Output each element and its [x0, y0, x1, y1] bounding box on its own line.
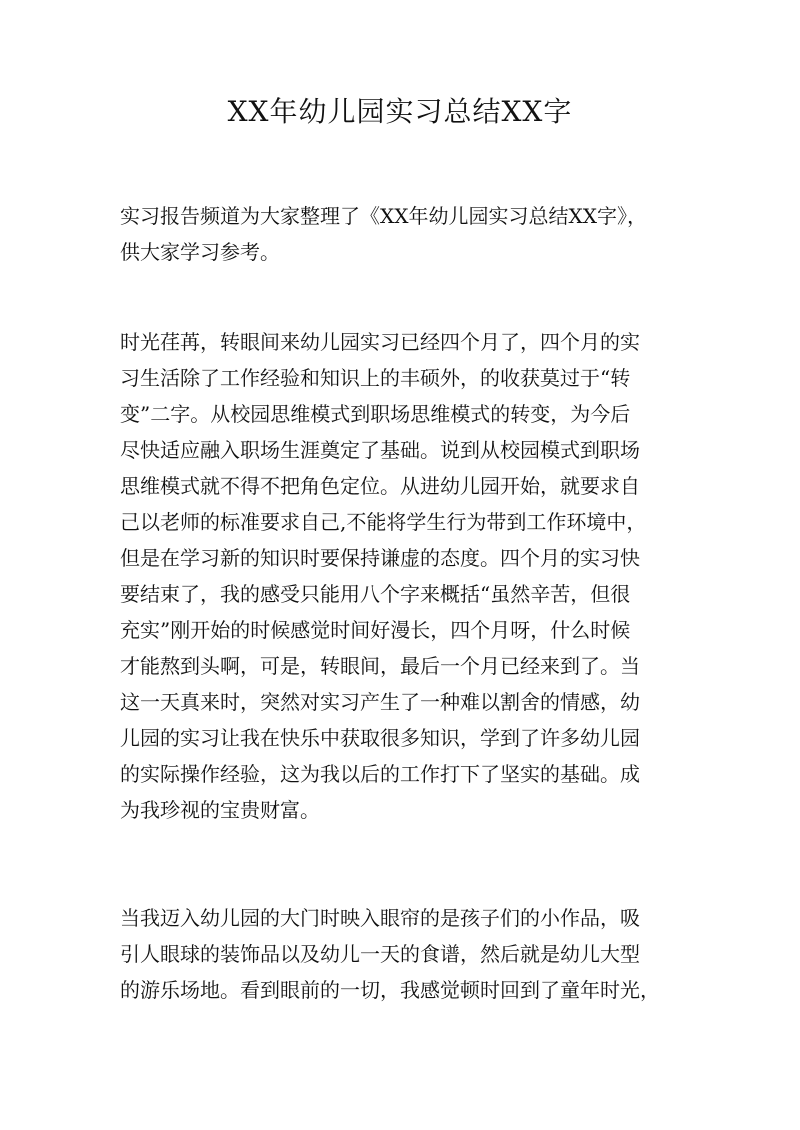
intro-paragraph [120, 198, 680, 270]
paragraph-line: 才能熬到头啊，可是，转眼间，最后一个月已经来到了。当 [120, 654, 640, 678]
document-title: XX年幼儿园实习总结XX字 [227, 95, 573, 128]
body-paragraph-2 [120, 900, 680, 1008]
paragraph-line: 但是在学习新的知识时要保持谦虚的态度。四个月的实习快 [120, 546, 640, 570]
paragraph-line: 当我迈入幼儿园的大门时映入眼帘的是孩子们的小作品，吸 [120, 906, 640, 930]
paragraph-line: 要结束了，我的感受只能用八个字来概括“虽然辛苦，但很 [120, 582, 631, 606]
intro-line: 实习报告频道为大家整理了《XX年幼儿园实习总结XX字》， [120, 204, 647, 228]
paragraph-line: 的游乐场地。看到眼前的一切，我感觉顿时回到了童年时光， [120, 978, 660, 1002]
paragraph-line: 这一天真来时，突然对实习产生了一种难以割舍的情感，幼 [120, 690, 640, 714]
paragraph-line: 的实际操作经验，这为我以后的工作打下了坚实的基础。成 [120, 762, 640, 786]
intro-line: 供大家学习参考。 [120, 240, 280, 264]
body-paragraph-1 [120, 324, 680, 828]
paragraph-line: 为我珍视的宝贵财富。 [120, 798, 320, 822]
paragraph-line: 习生活除了工作经验和知识上的丰硕外，的收获莫过于“转 [120, 366, 631, 390]
paragraph-line: 充实”刚开始的时候感觉时间好漫长，四个月呀，什么时候 [120, 618, 631, 642]
paragraph-line: 儿园的实习让我在快乐中获取很多知识，学到了许多幼儿园 [120, 726, 640, 750]
paragraph-line: 引人眼球的装饰品以及幼儿一天的食谱，然后就是幼儿大型 [120, 942, 640, 966]
paragraph-line: 变”二字。从校园思维模式到职场思维模式的转变，为今后 [120, 402, 631, 426]
paragraph-line: 思维模式就不得不把角色定位。从进幼儿园开始，就要求自 [120, 474, 640, 498]
paragraph-line: 尽快适应融入职场生涯奠定了基础。说到从校园模式到职场 [120, 438, 640, 462]
paragraph-line: 时光荏苒，转眼间来幼儿园实习已经四个月了，四个月的实 [120, 330, 640, 354]
paragraph-line: 己以老师的标准要求自己,不能将学生行为带到工作环境中， [120, 510, 647, 534]
